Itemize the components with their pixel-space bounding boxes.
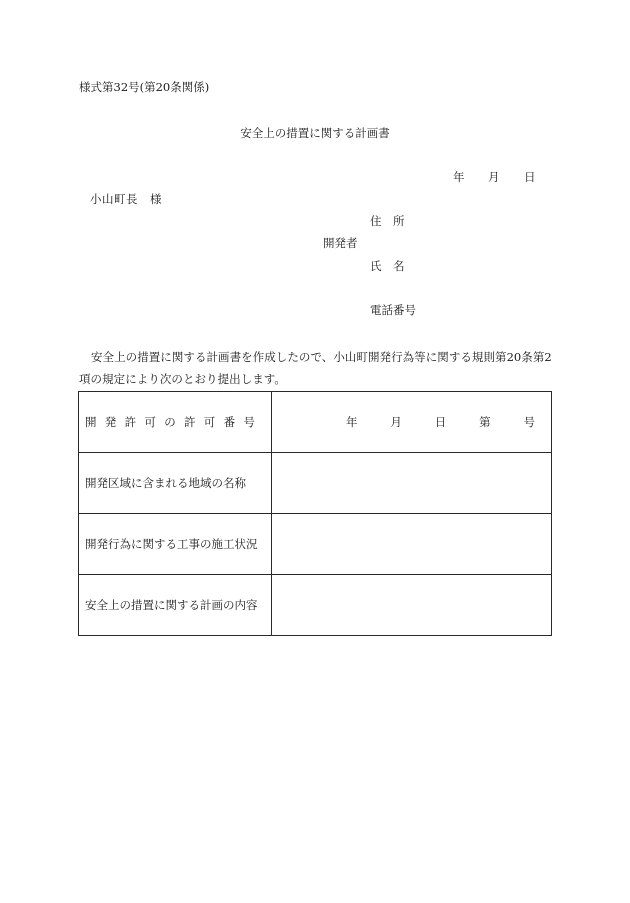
form-number: 様式第32号(第20条関係) bbox=[79, 80, 210, 94]
permit-dai-label: 第 bbox=[479, 415, 491, 429]
permit-month-label: 月 bbox=[390, 415, 402, 429]
table-row bbox=[79, 514, 552, 575]
area-name-label: 開発区域に含まれる地域の名称 bbox=[79, 453, 272, 514]
table-row bbox=[79, 575, 552, 636]
date-year-label: 年 bbox=[453, 170, 465, 184]
permit-number-label: 開発許可の許可番号 bbox=[85, 415, 264, 429]
phone-label: 電話番号 bbox=[370, 303, 416, 317]
permit-number-parts bbox=[272, 414, 551, 430]
area-name-field[interactable] bbox=[272, 453, 552, 514]
developer-label: 開発者 bbox=[323, 236, 358, 250]
permit-day-label: 日 bbox=[434, 415, 447, 429]
date-day-label: 日 bbox=[524, 170, 536, 184]
table-row-label bbox=[79, 392, 272, 453]
address-label: 住 所 bbox=[370, 214, 405, 228]
construction-status-field[interactable] bbox=[272, 514, 552, 575]
name-label: 氏 名 bbox=[370, 259, 405, 273]
document-title: 安全上の措置に関する計画書 bbox=[240, 126, 390, 140]
permit-go-label: 号 bbox=[523, 415, 535, 429]
permit-number-field[interactable] bbox=[272, 392, 552, 453]
permit-year-label: 年 bbox=[346, 415, 358, 429]
date-month-label: 月 bbox=[488, 170, 500, 184]
safety-plan-label: 安全上の措置に関する計画の内容 bbox=[79, 575, 272, 636]
submission-statement: 安全上の措置に関する計画書を作成したので、小山町開発行為等に関する規則第20条第2項の規定により次のとおり提出します。 bbox=[79, 350, 552, 386]
table-row bbox=[79, 392, 552, 453]
table-row bbox=[79, 453, 552, 514]
plan-details-table bbox=[78, 391, 552, 636]
construction-status-label: 開発行為に関する工事の施工状況 bbox=[79, 514, 272, 575]
safety-plan-field[interactable] bbox=[272, 575, 552, 636]
addressee: 小山町長 様 bbox=[90, 192, 162, 206]
